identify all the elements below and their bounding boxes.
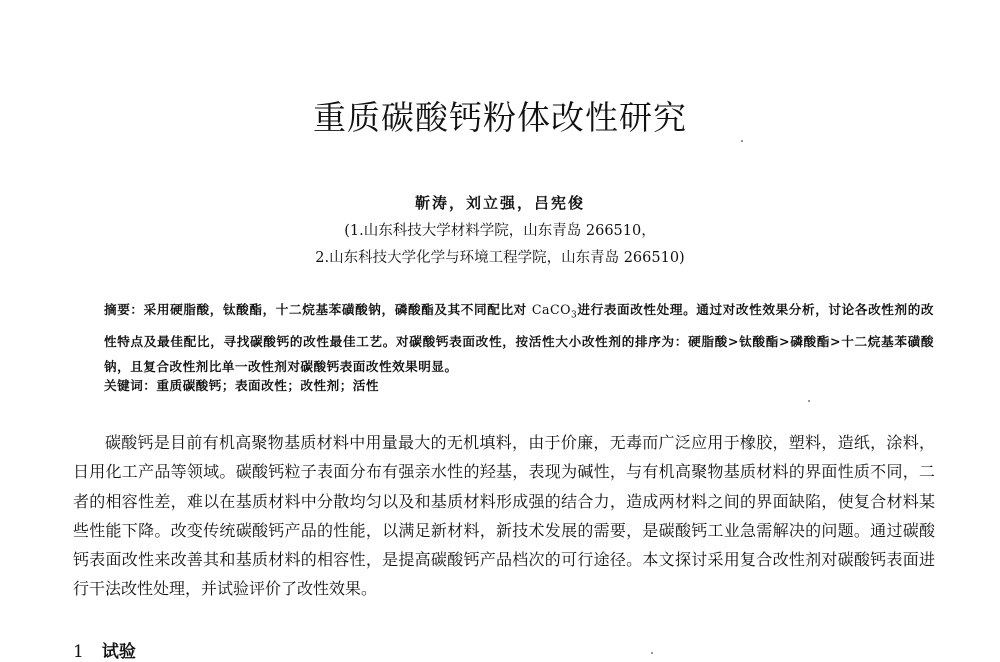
scan-speck	[651, 652, 653, 654]
caco3-formula	[531, 302, 578, 321]
abstract-label: 摘要：	[104, 302, 144, 317]
section-number: 1	[73, 642, 84, 662]
affiliation-2: 2.山东科技大学化学与环境工程学院，山东青岛 266510)	[315, 250, 685, 266]
scan-speck	[741, 140, 743, 142]
formula-subscript: 3	[571, 310, 578, 321]
abstract-text-2: 进行表面改性处理。通过对改性效果分析，讨论各改性剂的改性特点及最佳配比，寻找碳酸钙的改性最佳工艺。对碳酸钙表面改性，按活性大小改性剂的排序为：硬脂酸>钛酸酯>磷酸酯>十二烷基苯磺酸钠，且复合改性剂比单一改性剂对碳酸钙表面改性效果明显。	[104, 302, 935, 374]
abstract	[104, 297, 934, 379]
abstract-text-1: 采用硬脂酸，钛酸酯，十二烷基苯磺酸钠，磷酸酯及其不同配比对	[143, 302, 532, 317]
body-paragraph: 碳酸钙是目前有机高聚物基质材料中用量最大的无机填料，由于价廉，无毒而广泛应用于橡胶，塑料，造纸，涂料，日用化工产品等领域。碳酸钙粒子表面分布有强亲水性的羟基，表现为碱性，与有机高聚物基质材料的界面性质不同，二者的相容性差，难以在基质材料中分散均匀以及和基质材料形成强的结合力，造成两材料之间的界面缺陷，使复合材料某些性能下降。改变传统碳酸钙产品的性能，以满足新材料，新技术发展的需要，是碳酸钙工业急需解决的问题。通过碳酸钙表面改性来改善其和基质材料的相容性，是提高碳酸钙产品档次的可行途径。本文探讨采用复合改性剂对碳酸钙表面进行干法改性处理，并试验评价了改性效果。	[73, 433, 935, 599]
section-heading	[73, 637, 136, 662]
authors: 靳涛，刘立强，吕宪俊	[414, 194, 585, 212]
section-title: 试验	[101, 642, 136, 662]
keywords-label: 关键词：	[104, 378, 157, 393]
formula-main: CaCO	[531, 302, 571, 317]
affiliation-1: (1.山东科技大学材料学院，山东青岛 266510，	[344, 223, 656, 239]
keywords	[104, 375, 379, 394]
paper-title: 重质碳酸钙粉体改性研究	[313, 98, 687, 137]
scan-speck	[808, 400, 810, 402]
keywords-text: 重质碳酸钙；表面改性；改性剂；活性	[156, 378, 379, 393]
